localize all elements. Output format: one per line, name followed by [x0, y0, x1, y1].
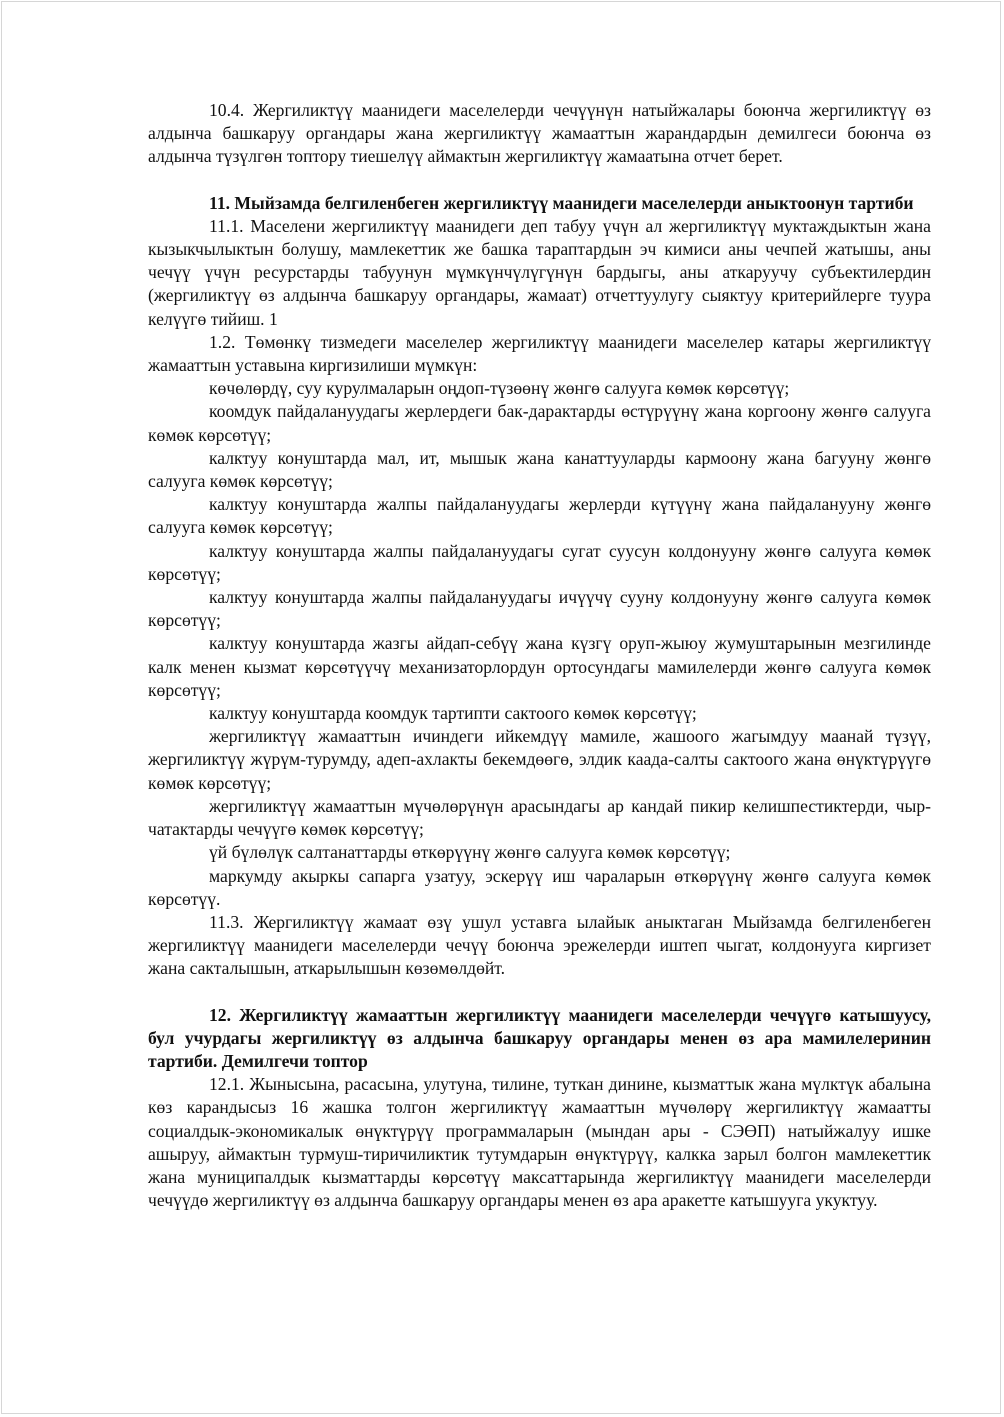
document-page [1, 1, 1001, 1414]
section-spacer [148, 981, 931, 1004]
list-item: коомдук пайдалануудагы жерлердеги бак-дарактарды өстүрүүнү жана коргоону жөнгө салууга көмөк көрсөтүү; [148, 401, 931, 445]
list-item: маркумду акыркы сапарга узатуу, эскерүү иш чараларын өткөрүүнү жөнгө салууга көмөк көрсөтүү. [148, 865, 931, 909]
list-item: көчөлөрдү, суу курулмаларын оңдоп-түзөөнү жөнгө салууга көмөк көрсөтүү; [209, 378, 790, 399]
list-item: калктуу конуштарда мал, ит, мышык жана канаттууларды кармоону жана багууну жөнгө салууга көмөк көрсөтүү; [148, 447, 931, 492]
section-12-heading: 12. Жергиликтүү жамааттын жергиликтүү маанидеги маселелерди чечүүгө катышуусу, бул учурдагы жергиликтүү өз алдынча башкаруу органдары менен өз ара мамилелеринин тартиби. Демилгечи топтор [148, 1004, 931, 1071]
section-spacer [148, 169, 931, 192]
list-item: калктуу конуштарда жалпы пайдалануудагы ичүүчү сууну колдонууну жөнгө салууга көмөк көрсөтүү; [148, 587, 931, 631]
list-item: калктуу конуштарда жазгы айдап-себүү жана күзгү оруп-жыюу жумуштарынын мезгилинде калк менен кызмат көрсөтүүчү механизаторлордун ортосундагы мамилелерди жөнгө салууга көмөк көрсөтүү; [148, 633, 931, 700]
section-11-heading: 11. Мыйзамда белгиленбеген жергиликтүү маанидеги маселелерди аныктоонун тартиби [209, 192, 914, 213]
list-item: калктуу конуштарда жалпы пайдалануудагы сугат суусун колдонууну жөнгө салууга көмөк көрсөтүү; [148, 540, 931, 584]
paragraph-11-2: 1.2. Төмөнкү тизмедеги маселелер жергиликтүү маанидеги маселелер катары жергиликтүү жамааттын уставына киргизилиши мүмкүн: [148, 331, 931, 376]
list-item: калктуу конуштарда коомдук тартипти сактоого көмөк көрсөтүү; [209, 703, 697, 724]
list-item: жергиликтүү жамааттын ичиндеги ийкемдүү мамиле, жашоого жагымдуу маанай түзүү, жергиликтүү жүрүм-турумду, адеп-ахлакты бекемдөөгө, элдик каада-салты сактоого жана өнүктүрүүгө көмөк көрсөтүү; [148, 726, 931, 793]
list-item: жергиликтүү жамааттын мүчөлөрүнүн арасындагы ар кандай пикир келишпестиктерди, чыр-чатактарды чечүүгө көмөк көрсөтүү; [148, 795, 931, 840]
list-item: калктуу конуштарда жалпы пайдалануудагы жерлерди күтүүнү жана пайдаланууну жөнгө салууга көмөк көрсөтүү; [148, 494, 931, 538]
paragraph-11-1: 11.1. Маселени жергиликтүү маанидеги деп табуу үчүн ал жергиликтүү муктаждыктын жана кызыкчылыктын болушу, мамлекеттик же башка тараптардын эч кимиси аны чечпей жатышы, аны чечүү үчүн ресурстарды табуунун мүмкүнчүлүгүнүн бардыгы, аны аткаруучу субъектилердин (жергиликтүү өз алдынча башкаруу органдары, жамаат) отчеттуулугу сыяктуу критерийлерге туура келүүгө тийиш. 1 [148, 215, 931, 329]
list-item: үй бүлөлүк салтанаттарды өткөрүүнү жөнгө салууга көмөк көрсөтүү; [209, 842, 731, 863]
paragraph-12-1: 12.1. Жынысына, расасына, улутуна, тилине, туткан динине, кызматтык жана мүлктүк абалына көз карандысыз 16 жашка толгон жергиликтүү жамааттын мүчөлөрү жергиликтүү жамаатты социалдык-экономикалык өнүктүрүү программаларын (мындан ары - СЭӨП) натыйжалуу ишке ашыруу, аймактын турмуш-тиричиликтик тутумдарын өнүктүрүү, калкка зарыл болгон мамлекеттик жана муниципалдык кызматтарды көрсөтүү максаттарында жергиликтүү маанидеги маселелерди чечүүдө жергиликтүү өз алдынча башкаруу органдары менен өз ара аракетте катышууга укуктуу. [148, 1074, 931, 1211]
paragraph-11-3: 11.3. Жергиликтүү жамаат өзү ушул уставга ылайык аныктаган Мыйзамда белгиленбеген жергиликтүү маанидеги маселелерди чечүү боюнча эрежелерди иштеп чыгат, колдонууга киргизет жана сакталышын, аткарылышын көзөмөлдөйт. [148, 911, 931, 979]
paragraph-10-4: 10.4. Жергиликтүү маанидеги маселелерди чечүүнүн натыйжалары боюнча жергиликтүү өз алдынча башкаруу органдары жана жергиликтүү жамааттын жарандардын демилгеси боюнча өз алдынча түзүлгөн топтору тиешелүү аймактын жергиликтүү жамаатына отчет берет. [148, 100, 931, 167]
document-body [148, 99, 931, 1212]
